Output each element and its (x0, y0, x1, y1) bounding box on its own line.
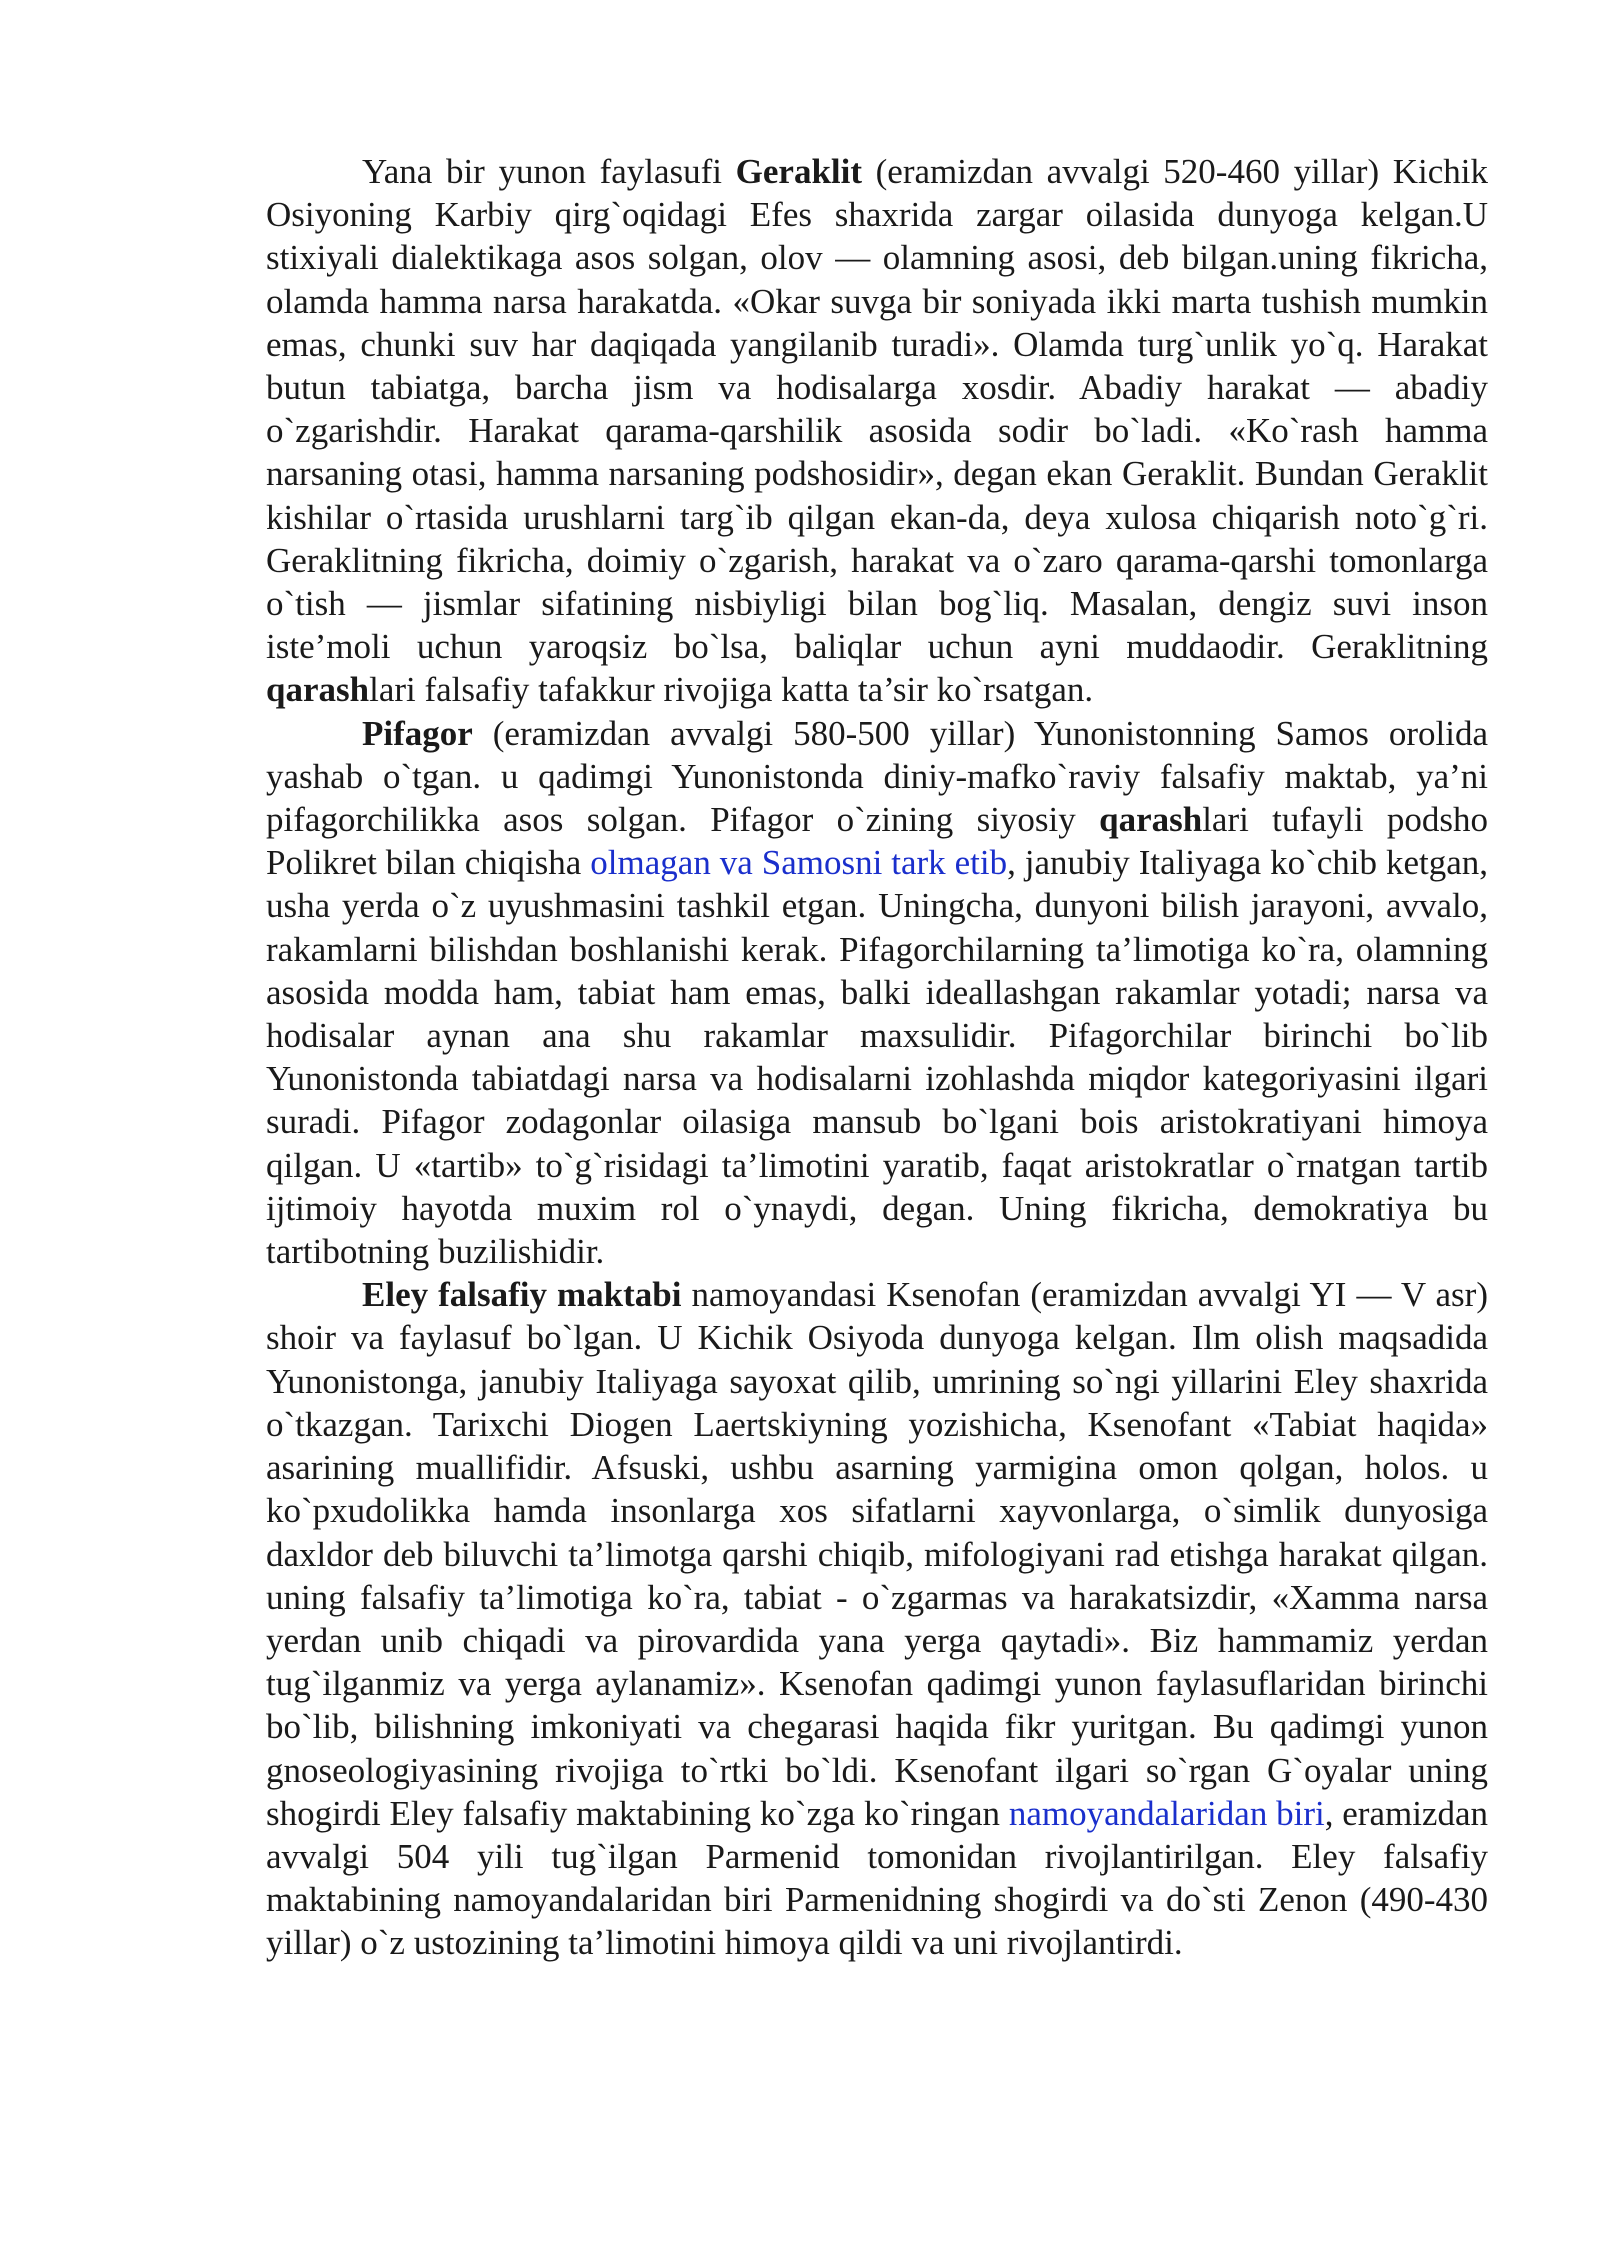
text-run: lari falsafiy tafakkur rivojiga katta ta’sir ko`rsatgan. (369, 670, 1094, 710)
text-run: , janubiy Italiyaga ko`chib ketgan, usha yerda o`z uyushmasini tashkil etgan. Uningcha, dunyoni bilish jarayoni, avvalo, rakamlarni bilishdan boshlanishi kerak. Pifagorchilarning ta’limotiga ko`ra, olamning asosida modda ham, tabiat ham emas, balki ideallashgan rakamlar yotadi; narsa va hodisalar aynan ana shu rakamlar maxsulidir. Pifagorchilar birinchi bo`lib Yunonistonda tabiatdagi narsa va hodisalarni izohlashda miqdor kategoriyasini ilgari suradi. Pifagor zodagonlar oilasiga mansub bo`lgani bois aristokratiyani himoya qilgan. U «tartib» to`g`risidagi ta’limotini yaratib, faqat aristokratlar o`rnatgan tartib ijtimoiy hayotda muxim rol o`ynaydi, degan. Uning fikricha, demokratiya bu tartibotning buzilishidir. (266, 843, 1488, 1272)
bold-term-pifagor: Pifagor (362, 713, 473, 753)
paragraph-eley-school (266, 1273, 1488, 1964)
text-run: (eramizdan avvalgi 520-460 yillar) Kichik Osiyoning Karbiy qirg`oqidagi Efes shaxrida zargar oilasida dunyoga kelgan.U stixiyali dialektikaga asos solgan, olov — olamning asosi, deb bilgan.uning fikricha, olamda hamma narsa harakatda. «Okar suvga bir soniyada ikki marta tushish mumkin emas, chunki suv har daqiqada yangilanib turadi». Olamda turg`unlik yo`q. Harakat butun tabiatga, barcha jism va hodisalarga xosdir. Abadiy harakat — abadiy o`zgarishdir. Harakat qarama-qarshilik asosida sodir bo`ladi. «Ko`rash hamma narsaning otasi, hamma narsaning podshosidir», degan ekan Geraklit. Bundan Geraklit kishilar o`rtasida urushlarni targ`ib qilgan ekan-da, deya xulosa chiqarish noto`g`ri. Geraklitning fikricha, doimiy o`zgarish, harakat va o`zaro qarama-qarshi tomonlarga o`tish — jismlar sifatining nisbiyligi bilan bog`liq. Masalan, dengiz suvi inson iste’moli uchun yaroqsiz bo`lsa, baliqlar uchun ayni muddaodir. Geraklitning (266, 152, 1488, 667)
text-run: lari tufayli podsho Polikret bilan chiqisha (266, 800, 1488, 883)
hyperlink-samos[interactable]: olmagan va Samosni tark etib (590, 843, 1008, 883)
text-run: Yana bir yunon faylasufi (362, 152, 736, 191)
paragraph-geraklit (266, 150, 1488, 712)
bold-term-geraklit: Geraklit (735, 152, 863, 191)
hyperlink-namoyandalar[interactable]: namoyandalaridan biri (1008, 1793, 1325, 1833)
paragraph-pifagor (266, 712, 1488, 1274)
bold-term-qarash: qarash (266, 670, 370, 710)
bold-term-qarash: qarash (1099, 800, 1203, 840)
text-run: , eramizdan avvalgi 504 yili tug`ilgan Parmenid tomonidan rivojlantirilgan. Eley falsafiy maktabining namoyandalaridan biri Parmenidning shogirdi va do`sti Zenon (490-430 yillar) o`z ustozining ta’limotini himoya qildi va uni rivojlantirdi. (266, 1793, 1488, 1963)
text-run: namoyandasi Ksenofan (eramizdan avvalgi YI — V asr) shoir va faylasuf bo`lgan. U Kichik Osiyoda dunyoga kelgan. Ilm olish maqsadida Yunonistonga, janubiy Italiyaga sayoxat qilib, umrining so`ngi yillarini Eley shaxrida o`tkazgan. Tarixchi Diogen Laertskiyning yozishicha, Ksenofant «Tabiat haqida» asarining muallifidir. Afsuski, ushbu asarning yarmigina omon qolgan, holos. u ko`pxudolikka hamda insonlarga xos sifatlarni xayvonlarga, o`simlik dunyosiga daxldor deb biluvchi ta’limotga qarshi chiqib, mifologiyani rad etishga harakat qilgan. uning falsafiy ta’limotiga ko`ra, tabiat - o`zgarmas va harakatsizdir, «Xamma narsa yerdan unib chiqadi va pirovardida yana yerga qaytadi». Biz hammamiz yerdan tug`ilganmiz va yerga aylanamiz». Ksenofan qadimgi yunon faylasuflaridan birinchi bo`lib, bilishning imkoniyati va chegarasi haqida fikr yuritgan. Bu qadimgi yunon gnoseologiyasining rivojiga to`rtki bo`ldi. Ksenofant ilgari so`rgan G`oyalar uning shogirdi Eley falsafiy maktabining ko`zga ko`ringan (266, 1275, 1488, 1833)
document-body (266, 150, 1488, 1965)
bold-term-eley-school: Eley falsafiy maktabi (362, 1275, 682, 1315)
text-run: (eramizdan avvalgi 580-500 yillar) Yunonistonning Samos orolida yashab o`tgan. u qadimgi Yunonistonda diniy-mafko`raviy falsafiy maktab, ya’ni pifagorchilikka asos solgan. Pifagor o`zining siyosiy (266, 713, 1488, 840)
